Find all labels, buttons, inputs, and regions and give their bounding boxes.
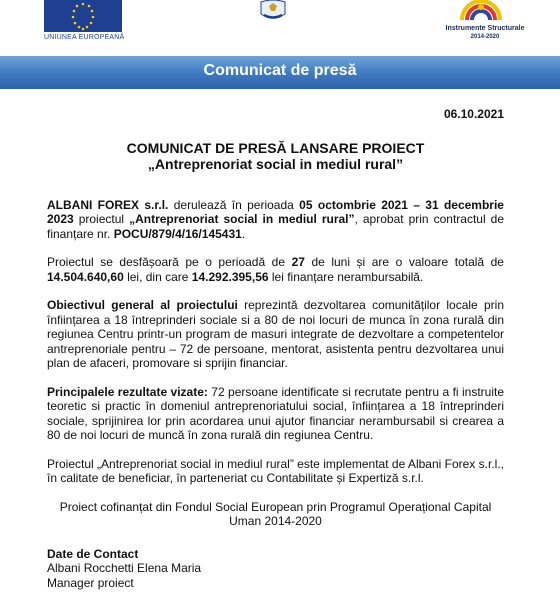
beneficiary-name: ALBANI FOREX s.r.l. xyxy=(47,197,169,212)
duration-months: 27 xyxy=(291,255,305,269)
project-name: „Antreprenoriat social in mediul rural” xyxy=(129,212,355,226)
contact-role: Manager proiect xyxy=(47,575,134,590)
structural-instruments-logo-icon xyxy=(458,0,504,22)
objective-heading: Obiectivul general al proiectului xyxy=(47,298,238,312)
contact-heading: Date de Contact xyxy=(47,546,139,561)
title-banner xyxy=(0,56,560,89)
romania-government-logo-icon xyxy=(258,0,288,22)
total-value: 14.504.640,60 xyxy=(47,269,124,284)
paragraph-general-objective: Obiectivul general al proiectului reprezintă dezvoltarea comunităților locale prin înființarea a 18 întreprinderi sociale si a 80 de noi locuri de munca în zona rurală din regiunea Centru printr-un program de masuri integrate de dezvoltare a competentelor antreprenoriale pentru – 72 de persoane, mentorat, asistenta pentru dezvoltarea unui plan de afaceri, promovare si sprijin financiar. xyxy=(47,298,504,370)
logo-bar xyxy=(0,0,560,50)
press-release-body xyxy=(47,107,504,590)
non-refundable-value: 14.292.395,56 xyxy=(191,269,269,284)
project-period: 05 octombrie 2021 – 31 decembrie 2023 xyxy=(47,197,504,226)
paragraph-implementation: Proiectul „Antreprenoriat social in mediul rural” este implementat de Albani Forex s.r.l., în calitate de beneficiar, în parteneriat cu Contabilitate și Expertiză s.r.l. xyxy=(47,456,504,485)
contact-block xyxy=(47,547,504,591)
paragraph-project-value: Proiectul se desfășoară pe o perioadă de 27 de luni și are o valoare totală de 14.504.640,60 lei, din care 14.292.395,56 lei finanțare nerambursabilă. xyxy=(47,255,504,284)
eu-label: UNIUNEA EUROPEANĂ xyxy=(44,34,125,41)
banner-title: Comunicat de presă xyxy=(203,62,357,79)
release-date: 06.10.2021 xyxy=(443,107,504,121)
eu-flag-icon xyxy=(44,0,122,32)
structural-instruments-years: 2014-2020 xyxy=(470,34,500,40)
paragraph-cofinancing: Proiect cofinanțat din Fondul Social European prin Programul Operațional Capital Uman 2014-2020 xyxy=(59,499,492,528)
structural-instruments-label: Instrumente Structurale xyxy=(445,25,525,32)
paragraph-project-intro: ALBANI FOREX s.r.l. derulează în perioada 05 octombrie 2021 – 31 decembrie 2023 proiectul „Antreprenoriat social in mediul rural”, aprobat prin contractul de finanțare nr. POCU/879/4/16/145431. xyxy=(47,197,504,241)
project-title: „Antreprenoriat social in mediul rural” xyxy=(147,155,404,172)
contract-number: POCU/879/4/16/145431 xyxy=(113,226,242,241)
contact-name: Albani Rocchetti Elena Maria xyxy=(47,561,202,575)
paragraph-main-results: Principalele rezultate vizate: 72 persoane identificate si recrutate pentru a fi instruite teoretic si practic în domeniul antreprenoriatului social, înființarea a 18 întreprinderi sociale, sprijinirea lor prin acordarea unui ajutor financiar nerambursabil si crearea a 80 de noi locuri de muncă în zona rurală din regiunea Centru. xyxy=(47,384,505,442)
results-heading: Principalele rezultate vizate: xyxy=(47,384,208,399)
release-title: COMUNICAT DE PRESĂ LANSARE PROIECT xyxy=(126,139,425,156)
